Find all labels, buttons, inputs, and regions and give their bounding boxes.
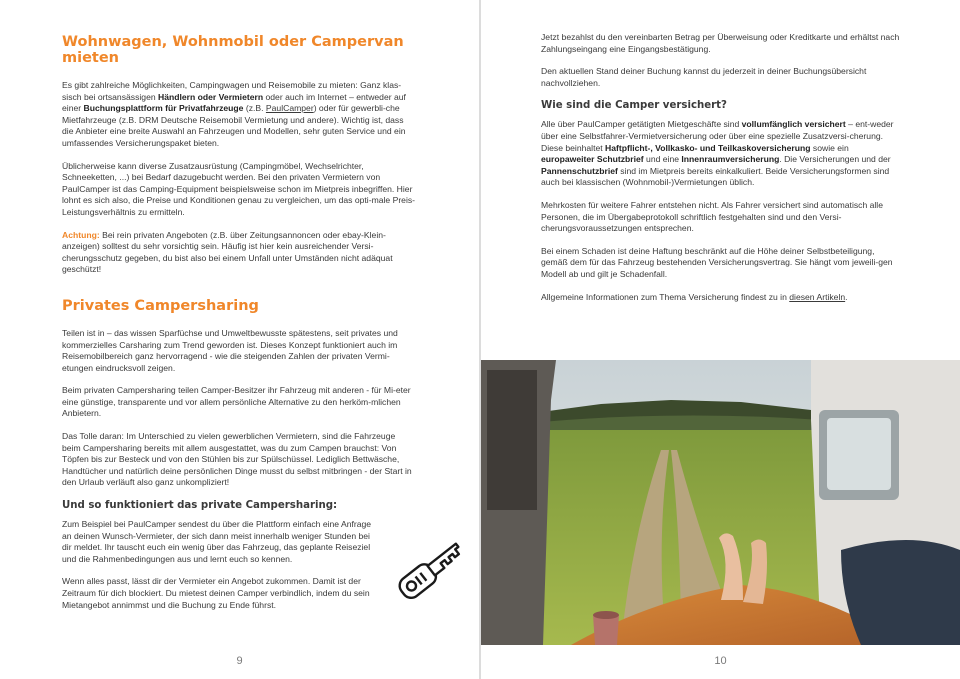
paragraph-sharing-trend: Teilen ist in – das wissen Sparfüchse und Umweltbewusste spätestens, seit privates und kommerzielles Carsharing zum Trend geworden ist. Dieses Konzept funktioniert auch im Reisemobilbereich ganz hervorragend - wie die steigenden Zahlen der privaten Vermi-etungen eindrucksvoll zeigen. — [62, 327, 398, 373]
camper-view-photo — [481, 360, 960, 645]
paragraph-sharing-equipment: Das Tolle daran: Im Unterschied zu vielen gewerblichen Vermietern, sind die Fahrzeuge beim Campersharing bereits mit allem ausgestattet, was du zum Campen brauchst: Von Töpfen bis zur Besteck und von den Stühlen bis zur Spülschüssel. Lediglich Bettwäsche, Handtücher und natürlich deine persönlichen Dinge musst du selbst mitbringen - der Start in den Urlaub verläuft also ganz unkompliziert! — [62, 431, 412, 488]
articles-link[interactable]: diesen Artikeln — [789, 291, 846, 302]
subheading-how-it-works: Und so funktioniert das private Campersharing: — [62, 500, 338, 512]
paulcamper-link[interactable]: PaulCamper — [265, 103, 314, 114]
page-number-left: 9 — [236, 655, 243, 667]
paragraph-payment: Jetzt bezahlst du den vereinbarten Betrag per Überweisung oder Kreditkarte und erhältst nach Zahlungseingang eine Eingangsbestätigung. — [541, 32, 900, 54]
key-icon — [385, 525, 479, 615]
left-page — [0, 0, 479, 679]
section-heading-rent: Wohnwagen, Wohnmobil oder Campervan mieten — [62, 34, 404, 66]
paragraph-warning: Achtung: Bei rein privaten Angeboten (z.B. über Zeitungsannoncen oder ebay-Klein-anzeigen) solltest du sehr vorsichtig sein. Häufig ist hier kein ausreichender Versi-cherungsschutz gegeben, du bist also bei einem Unfall unter Umständen nicht adäquat geschützt! — [62, 229, 393, 275]
paragraph-how-request: Zum Beispiel bei PaulCamper sendest du über die Plattform einfach eine Anfrage an deinen Wunsch-Vermieter, der sich dann meist innerhalb weniger Stunden bei dir meldet. Ihr tauscht euch ein wenig über das Fahrzeug, das geplante Reiseziel und die Rahmenbedingungen aus und lernt euch so kennen. — [62, 519, 372, 564]
section-heading-campersharing: Privates Campersharing — [62, 297, 259, 314]
right-page — [481, 0, 960, 679]
right-column — [541, 32, 901, 314]
paragraph-how-offer: Wenn alles passt, lässt dir der Vermieter ein Angebot zukommen. Damit ist der Zeitraum für dich blockiert. Du mietest deinen Camper verbindlich, indem du sein Mietangebot annimmst und die Buchung zu Ende führst. — [62, 576, 370, 610]
paragraph-insurance-coverage: Alle über PaulCamper getätigten Mietgeschäfte sind vollumfänglich versichert – ent-weder über eine Selbstfahrer-Vermietversicherung oder über eine spezielle Zusatzversi-cherung. Diese beinhaltet Haftpflicht-, Vollkasko- und Teilkaskoversicherung sowie ein europaweiter Schutzbrief und eine Innenraumversicherung. Die Versicherungen und der Pannenschutzbrief sind im Mietpreis bereits einkalkuliert. Beide Versicherungsformen sind auch bei klassischen (Wohnmobil-)Vermietungen üblich. — [541, 119, 894, 188]
left-column — [62, 34, 416, 622]
paragraph-booking-status: Den aktuellen Stand deiner Buchung kannst du jederzeit in deiner Buchungsübersicht nachvollziehen. — [541, 66, 867, 88]
paragraph-additional-drivers: Mehrkosten für weitere Fahrer entstehen nicht. Als Fahrer versichert sind automatisch alle Personen, die im Übergabeprotokoll schriftlich festgehalten sind und den Versi-cherungsvoraussetzungen entsprechen. — [541, 199, 883, 234]
paragraph-rent-intro: Es gibt zahlreiche Möglichkeiten, Campingwagen und Reisemobile zu mieten: Ganz klas-sisch bei ortsansässigen Händlern oder Vermietern oder auch im Internet – entweder auf einer Buchungsplattform für Privatfahrzeuge (z.B. PaulCamper) oder für gewerbli-che Mietfahrzeuge (z.B. DRM Deutsche Reisemobil Vermietung und andere). Wichtig ist, dass die Anbieter eine breite Auswahl an Fahrzeugen und Modellen, sehr guten Service und ein umfassendes Versicherungspaket bieten. — [62, 80, 406, 148]
paragraph-equipment: Üblicherweise kann diverse Zusatzausrüstung (Campingmöbel, Wechselrichter, Schneeketten, ...) bei Bedarf dazugebucht werden. Bei den privaten Vermietern von PaulCamper ist das Camping-Equipment beispielsweise schon im Mietpreis inbegriffen. Hier lohnt es sich also, die Preise und Konditionen genau zu vergleichen, um das opti-male Preis-Leistungsverhältnis zu ermitteln. — [62, 160, 416, 217]
subheading-insurance: Wie sind die Camper versichert? — [541, 100, 727, 112]
page-number-right: 10 — [714, 655, 727, 667]
warning-label: Achtung: — [62, 229, 100, 240]
paragraph-liability: Bei einem Schaden ist deine Haftung beschränkt auf die Höhe deiner Selbstbeteiligung, gemäß dem für das Fahrzeug bestehenden Versicherungsvertrag. Sie hängt vom jeweili-gen Modell ab und gilt je Schadenfall. — [541, 245, 893, 279]
paragraph-sharing-owners: Beim privaten Campersharing teilen Camper-Besitzer ihr Fahrzeug mit anderen - für Mi-eter eine günstige, transparente und vor allem persönliche Alternative zu den herköm-mlichen Anbietern. — [62, 385, 411, 419]
paragraph-more-info: Allgemeine Informationen zum Thema Versicherung findest zu in diesen Artikeln. — [541, 291, 848, 302]
